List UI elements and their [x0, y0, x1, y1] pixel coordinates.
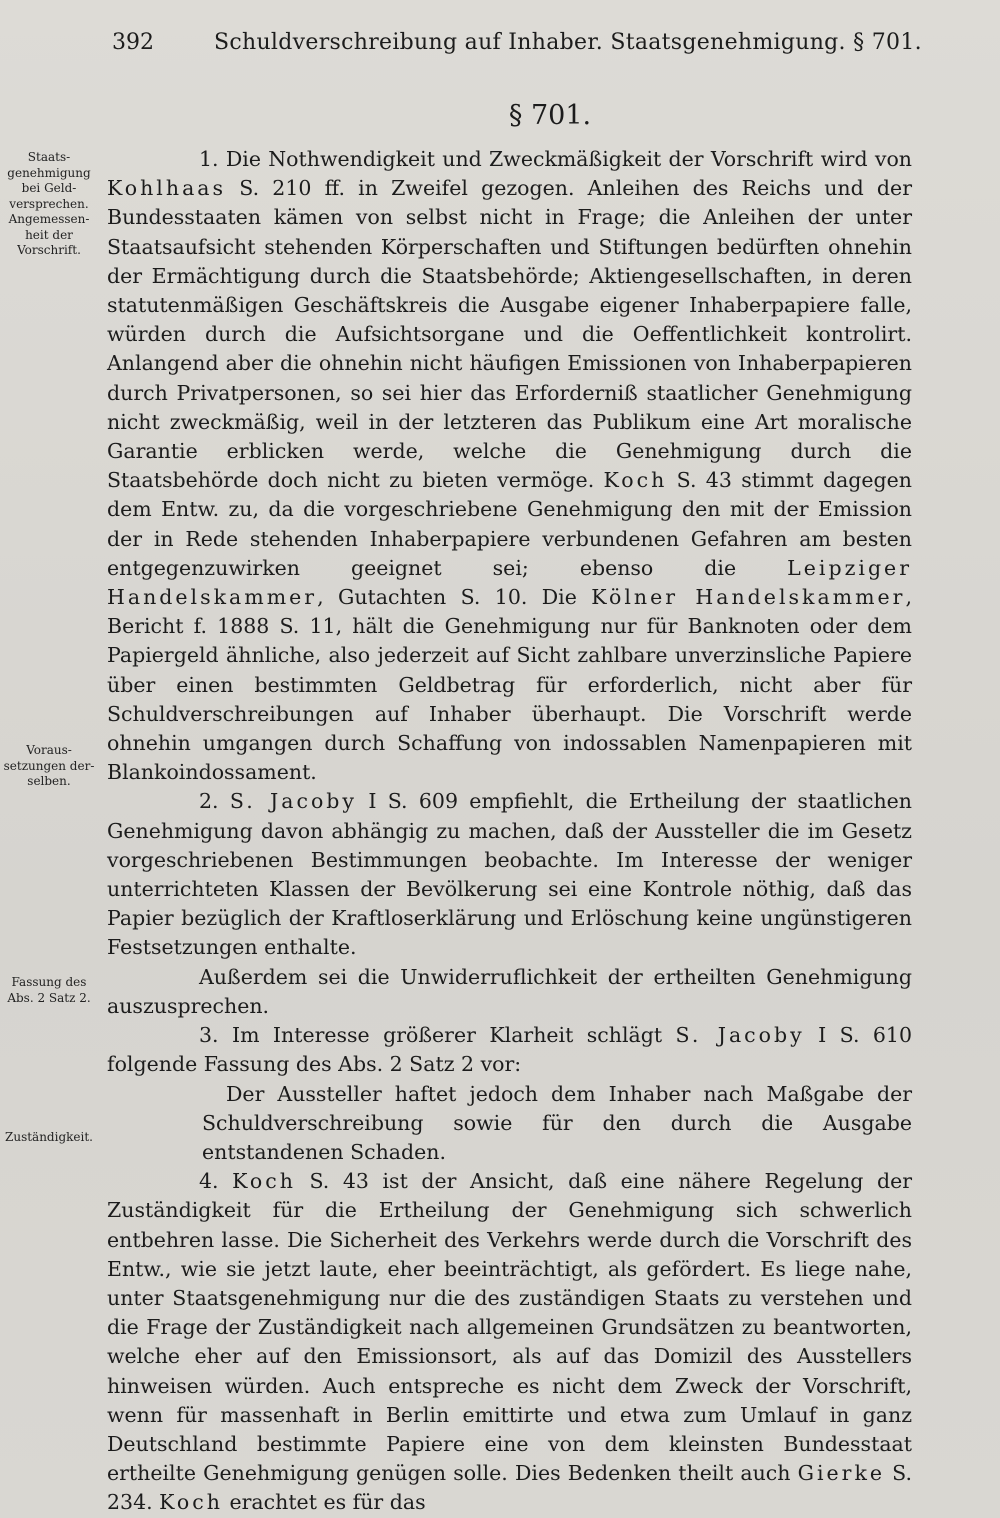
text-run: S. 43 stimmt dagegen dem Entw. zu, da die vorgeschriebene Genehmigung den mit der Emission der in Rede stehenden Inhaberpapiere verbundenen Gefahren am besten entgegenzuwirken geeignet sei; ebenso die	[107, 468, 913, 580]
margin-note-voraussetzungen: Voraus-setzungen der-selben.	[3, 743, 95, 788]
running-header	[112, 28, 922, 58]
margin-note-fassung: Fassung des Abs. 2 Satz 2.	[7, 975, 91, 1005]
author-name: Kohlhaas	[107, 176, 227, 201]
text-run: , Bericht f. 1888 S. 11, hält die Genehmigung nur für Banknoten oder dem Papiergeld ähnliche, also jederzeit auf Sicht zahlbare unverzinsliche Papiere über einen bestimmten Geldbetrag für erforderlich, nicht aber für Schuldverschreibungen auf Inhaber überhaupt. Die Vorschrift werde ohnehin umgangen durch Schaffung von indossablen Namenpapieren mit Blankoindossament.	[107, 585, 913, 785]
author-name: Koch	[603, 468, 668, 493]
paragraph-3	[107, 1021, 912, 1079]
section-title: § 701.	[508, 100, 592, 131]
page-number: 392	[112, 30, 154, 55]
author-name: Gierke	[797, 1461, 886, 1486]
margin-note-staatsgenehmigung: Staats-genehmigung bei Geld-versprechen. Angemessen-heit der Vorschrift.	[7, 150, 91, 257]
text-run: 1. Die Nothwendigkeit und Zweckmäßigkeit der Vorschrift wird von	[199, 147, 912, 171]
text-run: S. 43 ist der Ansicht, daß eine nähere Regelung der Zuständigkeit für die Ertheilung der Genehmigung sich schwerlich entbehren lasse. Die Sicherheit des Verkehrs werde durch die Vorschrift des Entw., wie sie jetzt laute, eher beeinträchtigt, als gefördert. Es liege nahe, unter Staatsgenehmigung nur die des zuständigen Staats zu verstehen und die Frage der Zuständigkeit nach allgemeinen Grundsätzen zu beantworten, welche eher auf den Emissionsort, als auf das Domizil des Ausstellers hinweisen würden. Auch entspreche es nicht dem Zweck der Vorschrift, wenn für massenhaft in Berlin emittirte und etwa zum Umlauf in ganz Deutschland bestimmte Papiere eine von dem kleinsten Bundesstaat ertheilte Genehmigung genügen solle. Dies Bedenken theilt auch	[107, 1169, 913, 1486]
text-run: 2.	[199, 789, 230, 814]
author-name: S. Jacoby	[675, 1023, 805, 1048]
text-run: I S. 610 folgende Fassung des Abs. 2 Satz 2 vor:	[107, 1023, 912, 1077]
author-name: Koch	[232, 1169, 296, 1194]
author-name: Leipziger Handelskammer	[107, 555, 912, 610]
text-run: I S. 609 empfiehlt, die Ertheilung der staatlichen Genehmigung davon abhängig zu machen, daß der Aussteller die im Gesetz vorgeschriebenen Bestimmungen beobachte. Im Interesse der weniger unterrichteten Klassen der Bevölkerung sei eine Kontrole nöthig, daß das Papier bezüglich der Kraftloserklärung und Erlöschung keine ungünstigeren Festsetzungen enthalte.	[107, 789, 912, 960]
author-name: Koch	[159, 1490, 223, 1515]
paragraph-2b: Außerdem sei die Unwiderruflichkeit der ertheilten Genehmigung auszusprechen.	[107, 964, 912, 1018]
paragraph-1	[107, 145, 912, 787]
text-run: erachtet es für das	[222, 1490, 426, 1515]
text-run: S. 210 ff. in Zweifel gezogen. Anleihen des Reichs und der Bundesstaaten kämen von selbst nicht in Frage; die Anleihen der unter Staatsaufsicht stehenden Körperschaften und Stiftungen bedürften ohnehin der Ermächtigung durch die Staatsbehörde; Aktiengesellschaften, in deren statutenmäßigen Geschäftskreis die Ausgabe eigener Inhaberpapiere falle, würden durch die Aufsichtsorgane und die Oeffentlichkeit kontrolirt. Anlangend aber die ohnehin nicht häufigen Emissionen von Inhaberpapieren durch Privatpersonen, so sei hier das Erforderniß staatlicher Genehmigung nicht zweckmäßig, weil in der letzteren das Publikum eine Art moralische Garantie erblicken werde, welche die Genehmigung durch die Staatsbehörde doch nicht zu bieten vermöge.	[107, 176, 912, 493]
paragraph-2	[107, 787, 912, 962]
paragraph-4	[107, 1167, 912, 1517]
author-name: Kölner Handelskammer	[591, 585, 906, 610]
running-title: Schuldverschreibung auf Inhaber. Staatsgenehmigung. § 701.	[214, 30, 922, 55]
author-name: S. Jacoby	[229, 789, 357, 814]
text-run: 3. Im Interesse größerer Klarheit schlägt	[199, 1023, 676, 1048]
body-text	[107, 145, 912, 1518]
quoted-text: Der Aussteller haftet jedoch dem Inhaber nach Maßgabe der Schuldverschreibung sowie für den durch die Ausgabe entstandenen Schaden.	[202, 1081, 912, 1164]
text-run: S. 234.	[107, 1461, 912, 1515]
text-run: , Gutachten S. 10. Die	[317, 585, 592, 610]
text-run: 4.	[199, 1169, 233, 1194]
margin-note-zustaendigkeit: Zuständigkeit.	[5, 1130, 93, 1144]
